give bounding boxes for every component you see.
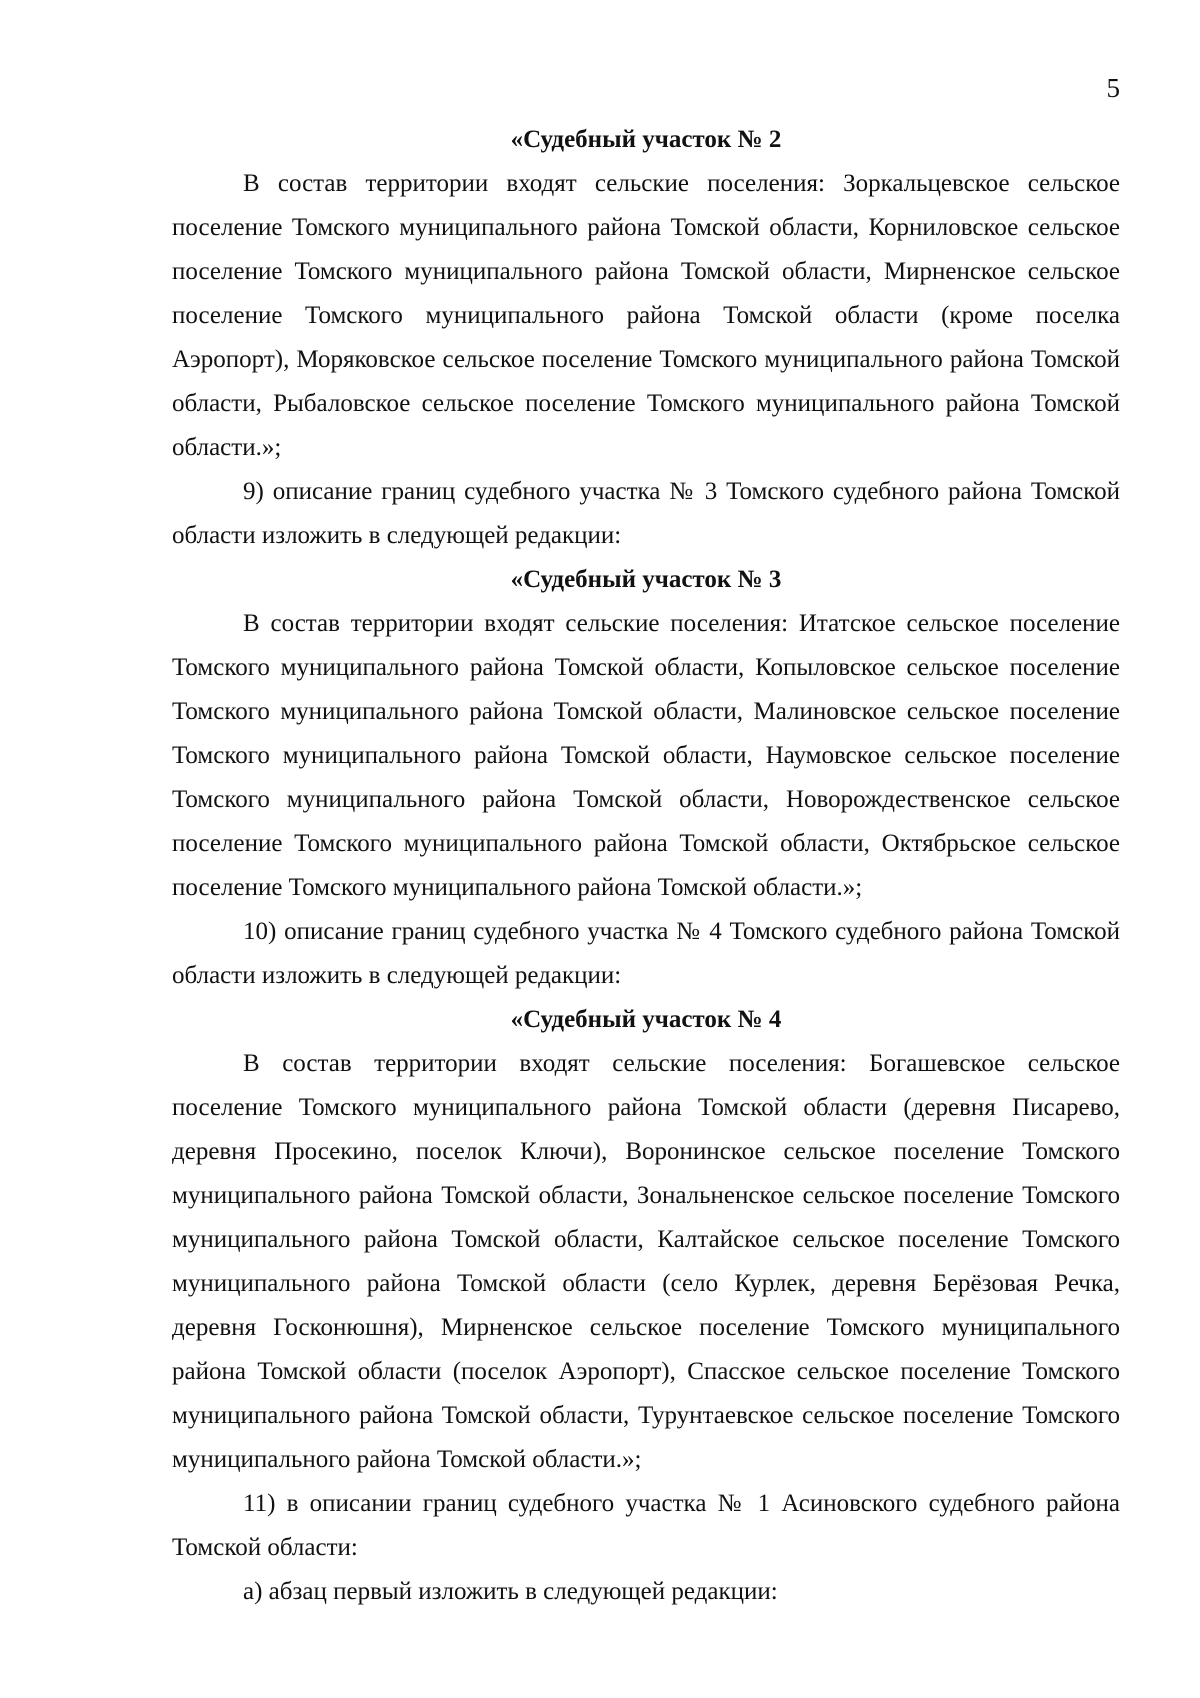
paragraph-territory-3: В состав территории входят сельские поселения: Итатское сельское поселение Томского муниципального района Томской области, Копыловское сельское поселение Томского муниципального района Томской области, Малиновское сельское поселение Томского муниципального района Томской области, Наумовское сельское поселение Томского муниципального района Томской области, Новорождественское сельское поселение Томского муниципального района Томской области, Октябрьское сельское поселение Томского муниципального района Томской области.»; [172, 610, 1120, 901]
document-body [172, 118, 1120, 1614]
paragraph-territory-4: В состав территории входят сельские поселения: Богашевское сельское поселение Томского муниципального района Томской области (деревня Писарево, деревня Просекино, поселок Ключи), Воронинское сельское поселение Томского муниципального района Томской области, Зональненское сельское поселение Томского муниципального района Томской области, Калтайское сельское поселение Томского муниципального района Томской области (село Курлек, деревня Берёзовая Речка, деревня Госконюшня), Мирненское сельское поселение Томского муниципального района Томской области (поселок Аэропорт), Спасское сельское поселение Томского муниципального района Томской области, Турунтаевское сельское поселение Томского муниципального района Томской области.»; [172, 1050, 1120, 1473]
paragraph-item-9: 9) описание границ судебного участка № 3 Томского судебного района Томской области изложить в следующей редакции: [172, 478, 1120, 549]
section-heading-4: «Судебный участок № 4 [510, 1006, 782, 1033]
paragraph-item-11: 11) в описании границ судебного участка № 1 Асиновского судебного района Томской области: [172, 1490, 1120, 1561]
section-heading-2: «Судебный участок № 2 [510, 126, 782, 153]
section-heading-3: «Судебный участок № 3 [510, 566, 782, 593]
paragraph-subitem-a: а) абзац первый изложить в следующей редакции: [243, 1578, 778, 1605]
paragraph-territory-2: В состав территории входят сельские поселения: Зоркальцевское сельское поселение Томского муниципального района Томской области, Корниловское сельское поселение Томского муниципального района Томской области, Мирненское сельское поселение Томского муниципального района Томской области (кроме поселка Аэропорт), Моряковское сельское поселение Томского муниципального района Томской области, Рыбаловское сельское поселение Томского муниципального района Томской области.»; [172, 170, 1120, 461]
paragraph-item-10: 10) описание границ судебного участка № 4 Томского судебного района Томской области изложить в следующей редакции: [172, 918, 1120, 989]
page-number: 5 [1106, 73, 1120, 103]
